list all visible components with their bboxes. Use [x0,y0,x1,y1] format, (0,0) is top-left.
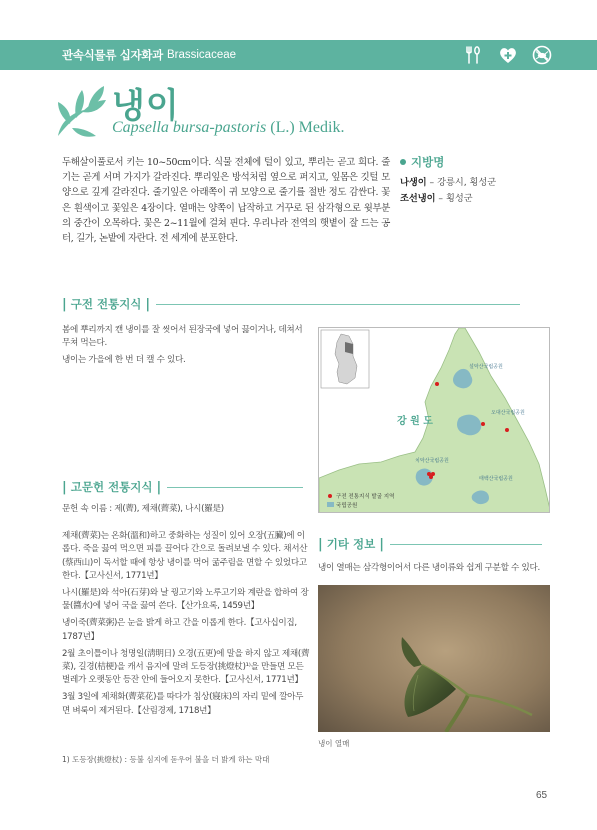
inset-korea-map [321,330,369,388]
category-label: 관속식물류 십자화과 [62,48,163,62]
fork-spoon-icon [463,44,485,66]
bracket-right: | [156,479,162,495]
park-label: 설악산국립공원 [469,364,503,370]
region-item [400,175,496,191]
paragraph: 냉이죽(薺菜粥)은 눈을 밝게 하고 간을 이롭게 한다.【고사십이집, 1787년】 [62,618,297,642]
page-title: 냉이 [112,86,180,126]
footnote: 1) 도등장(挑燈杖) : 등불 심지에 돋우어 불을 더 밝게 하는 막대 [62,755,270,764]
oral-section-body [62,324,306,372]
oral-section-title: 구전 전통지식 [70,297,142,311]
no-insect-icon [531,44,553,66]
bracket-right: | [145,296,151,312]
category-header-bar [0,40,597,70]
region-place: – 강릉시, 횡성군 [426,177,497,188]
fruit-photo-svg [318,585,550,732]
fruit-photo [318,585,550,732]
legend-label: 구전 전통지식 발굴 지역 [336,494,395,500]
bullet-dot-icon [400,159,406,165]
paragraph: 제채(薺菜)는 온화(溫和)하고 중화하는 성질이 있어 오장(五臟)에 이롭다. 죽을 끓여 먹으면 피를 끌어다 간으로 돌려보낼 수 있다. 채서산(蔡西山)이 독서할 때에 항상 냉이를 먹어 굶주림을 면할 수 있었다고 한다.【고사신서, 1771년】 [62,531,308,581]
bracket-left: | [62,296,67,312]
park-label: 치악산국립공원 [415,458,449,464]
section-divider [156,304,520,305]
gangwon-map [318,327,550,513]
scientific-name [112,119,344,137]
legend-label: 국립공원 [336,503,358,509]
category-label-en: Brassicaceae [166,49,237,61]
region-heading [400,154,444,170]
other-section-heading [318,536,542,552]
header-icons [463,44,553,66]
map-svg [319,328,550,513]
bracket-left: | [318,536,323,552]
section-divider [390,544,542,545]
map-region-label: 강 원 도 [397,416,433,427]
photo-caption: 냉이 열매 [318,739,350,748]
marker-dot [505,428,509,432]
region-name: 나생이 [400,177,427,188]
bracket-right: | [379,536,384,552]
paragraph: 나시(羅是)와 석아(石芽)와 날 꿩고기와 노루고기와 계란을 합하여 장물(醬水)에 넣어 국을 끓여 쓴다.【산가요록, 1459년】 [62,588,309,612]
park-label: 오대산국립공원 [491,410,525,416]
scientific-name-italic: Capsella bursa-pastoris [112,119,267,136]
paragraph: 3월 3일에 제채화(薺菜花)를 따다가 침상(寢床)의 자리 밑에 깔아두면 벼룩이 제거된다.【산림경제, 1718년】 [62,692,304,716]
marker-dot [481,422,485,426]
marker-dot [435,382,439,386]
other-section-body [318,562,558,579]
region-place: – 횡성군 [435,193,473,204]
park-label: 태백산국립공원 [479,476,513,482]
heart-plus-icon [497,44,519,66]
page-number: 65 [536,790,548,801]
classic-names: 문헌 속 이름 : 제(薺), 제채(薺菜), 나시(羅是) [62,504,224,514]
region-heading-label: 지방명 [411,155,445,169]
paragraph: 냉이는 가을에 한 번 더 캘 수 있다. [62,355,186,366]
region-name: 조선냉이 [400,193,436,204]
paragraph: 봄에 뿌리까지 캔 냉이를 잘 씻어서 된장국에 넣어 끓이거나, 데쳐서 무쳐 먹는다. [62,325,303,349]
marker-dot [431,472,435,476]
species-description: 두해살이풀로서 키는 10~50cm이다. 식물 전체에 털이 있고, 뿌리는 곧고 희다. 줄기는 곧게 서며 가지가 갈라진다. 뿌리잎은 방석처럼 옆으로 퍼지고, 잎몸은 깃털 모양으로 깊게 갈라진다. 줄기잎은 아래쪽이 귀 모양으로 줄기를 절반 정도 감싼다. 꽃은 흰색이고 꽃잎은 4장이다. 열매는 양쪽이 납작하고 거꾸로 된 삼각형으로 윗부분의 중간이 오목하다. 꽃은 2~11월에 걸쳐 핀다. 우리나라 전역의 햇볕이 잘 드는 공터, 길가, 논밭에 자란다. 전 세계에 분포한다. [62,157,390,245]
scientific-author: (L.) Medik. [270,119,345,136]
section-divider [167,487,303,488]
oral-section-heading [62,296,520,312]
classic-section-heading [62,479,303,495]
classic-section-title: 고문헌 전통지식 [70,480,153,494]
classic-section-body [62,503,310,722]
bracket-left: | [62,479,67,495]
region-list [400,175,496,207]
paragraph: 냉이 열매는 삼각형이어서 다른 냉이류와 쉽게 구분할 수 있다. [318,563,540,573]
other-section-title: 기타 정보 [326,537,376,551]
paragraph: 2월 초이틀이나 청명일(淸明日) 오경(五更)에 말을 하지 않고 제채(薺菜), 길경(桔梗)을 캐서 음지에 말려 도등장(挑燈杖)¹⁾을 만들면 모든 벌레가 오랫동안 등잔 안에 들어오지 못한다.【고사신서, 1771년】 [62,648,310,686]
region-item [400,191,496,207]
leaf-logo-icon [52,82,108,140]
